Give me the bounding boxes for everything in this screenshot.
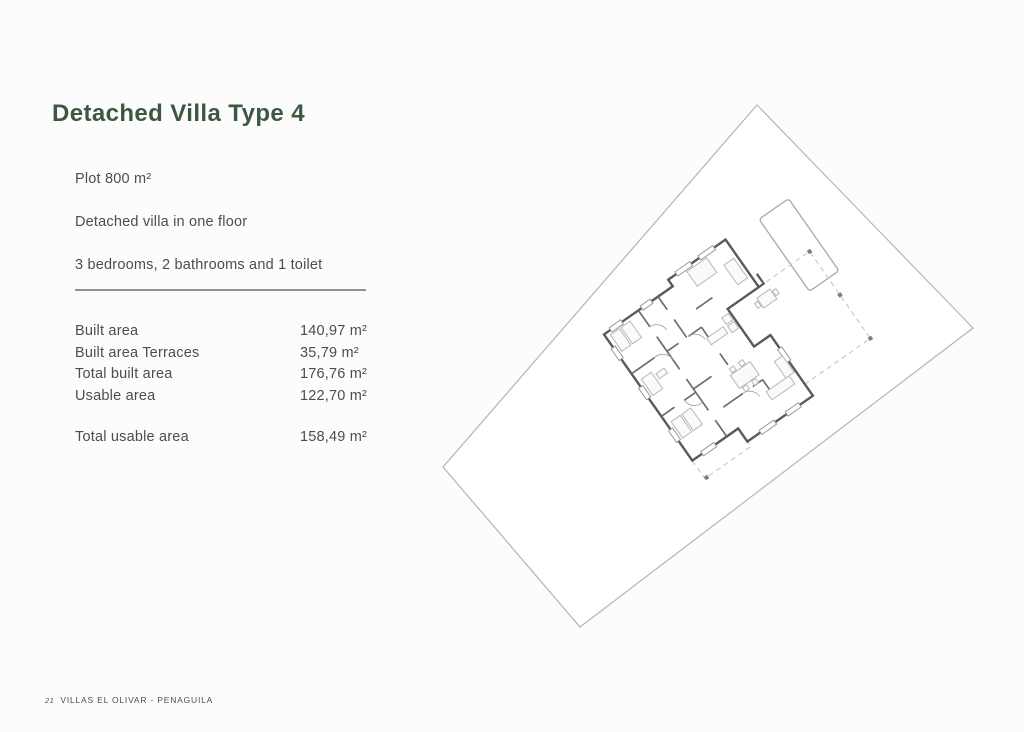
total-label: Total usable area xyxy=(75,429,189,445)
area-label: Usable area xyxy=(75,387,156,404)
area-value: 35,79 m² xyxy=(300,344,359,361)
project-name: VILLAS EL OLIVAR - PENAGUILA xyxy=(60,695,214,705)
page-footer xyxy=(45,695,213,705)
area-label: Built area Terraces xyxy=(75,344,200,361)
area-value: 122,70 m² xyxy=(300,387,368,404)
spec-plot-size: Plot 800 m² xyxy=(75,171,152,187)
page-number: 21 xyxy=(45,696,55,705)
area-value: 140,97 m² xyxy=(300,323,368,339)
area-label: Built area xyxy=(75,323,139,339)
spec-floors: Detached villa in one floor xyxy=(75,214,248,230)
page-title: Detached Villa Type 4 xyxy=(52,100,305,127)
total-value: 158,49 m² xyxy=(300,429,368,445)
area-label: Total built area xyxy=(75,366,173,383)
spec-rooms: 3 bedrooms, 2 bathrooms and 1 toilet xyxy=(75,257,323,273)
area-value: 176,76 m² xyxy=(300,366,368,383)
